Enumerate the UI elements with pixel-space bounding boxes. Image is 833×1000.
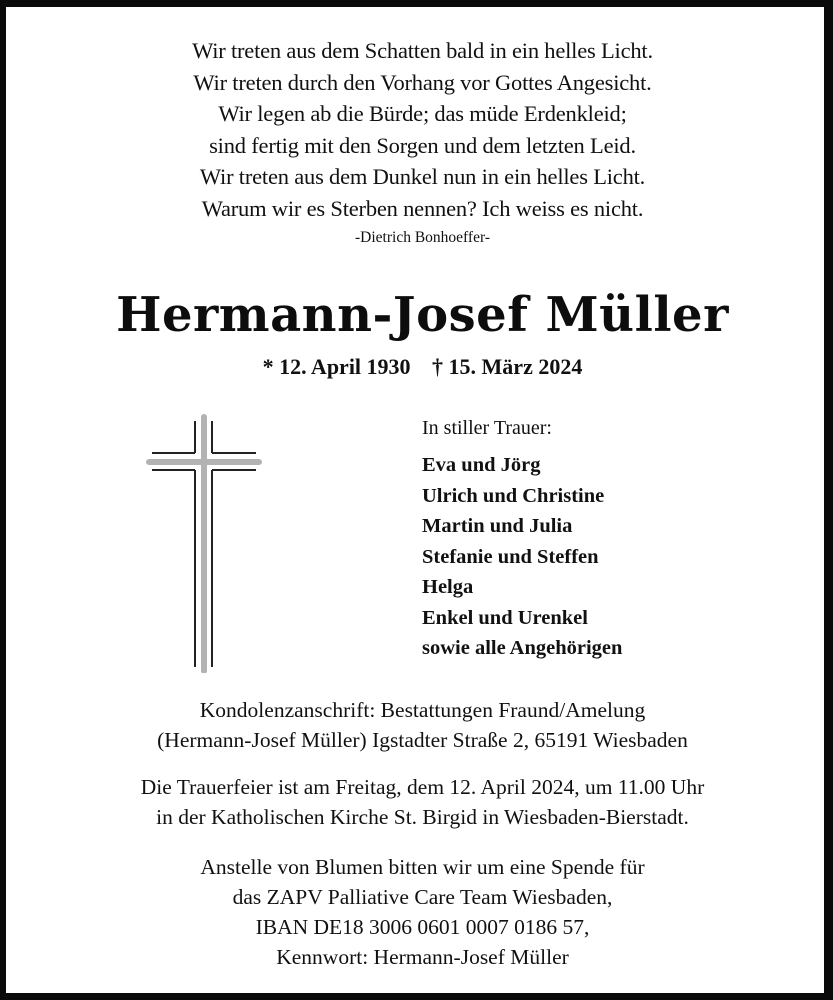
mourner-entry: Stefanie und Steffen — [422, 545, 599, 568]
poem-line: sind fertig mit den Sorgen und dem letzten Leid. — [209, 132, 636, 158]
poem-author: -Dietrich Bonhoeffer- — [355, 229, 490, 246]
mourner-entry: Ulrich und Christine — [422, 484, 605, 507]
funeral-line: Die Trauerfeier ist am Freitag, dem 12. April 2024, um 11.00 Uhr — [140, 775, 705, 799]
birth-date: * 12. April 1930 — [262, 354, 411, 379]
poem-line: Wir treten aus dem Schatten bald in ein helles Licht. — [192, 38, 653, 63]
poem-line: Wir legen ab die Bürde; das müde Erdenkleid; — [218, 101, 627, 126]
mourners — [422, 417, 622, 664]
funeral-line: in der Katholischen Kirche St. Birgid in Wiesbaden-Bierstadt. — [156, 805, 689, 829]
donation-info — [6, 852, 833, 972]
donation-line: das ZAPV Palliative Care Team Wiesbaden, — [232, 885, 613, 909]
mourner-entry: Eva und Jörg — [422, 454, 541, 476]
poem-line: Warum wir es Sterben nennen? Ich weiss es nicht. — [201, 195, 644, 221]
mourner-entry: Martin und Julia — [422, 515, 573, 537]
mourners-intro: In stiller Trauer: — [422, 417, 552, 439]
donation-line: Anstelle von Blumen bitten wir um eine Spende für — [200, 855, 645, 879]
condolence-line: (Hermann-Josef Müller) Igstadter Straße 2, 65191 Wiesbaden — [157, 728, 688, 752]
mourner-entry: sowie alle Angehörigen — [422, 637, 623, 659]
mourner-entry: Enkel und Urenkel — [422, 606, 588, 629]
cross-icon — [146, 411, 266, 673]
poem — [6, 35, 833, 224]
funeral-info — [6, 772, 833, 832]
deceased-name: Hermann-Josef Müller — [116, 287, 729, 343]
poem-line: Wir treten durch den Vorhang vor Gottes Angesicht. — [193, 69, 652, 95]
condolence-address — [6, 695, 833, 755]
poem-line: Wir treten aus dem Dunkel nun in ein helles Licht. — [199, 164, 646, 189]
donation-line: IBAN DE18 3006 0601 0007 0186 57, — [255, 915, 590, 939]
mourner-entry: Helga — [422, 576, 474, 598]
life-dates — [6, 354, 833, 380]
condolence-line: Kondolenzanschrift: Bestattungen Fraund/Amelung — [199, 698, 646, 722]
donation-line: Kennwort: Hermann-Josef Müller — [276, 945, 569, 969]
death-date: † 15. März 2024 — [432, 354, 583, 379]
